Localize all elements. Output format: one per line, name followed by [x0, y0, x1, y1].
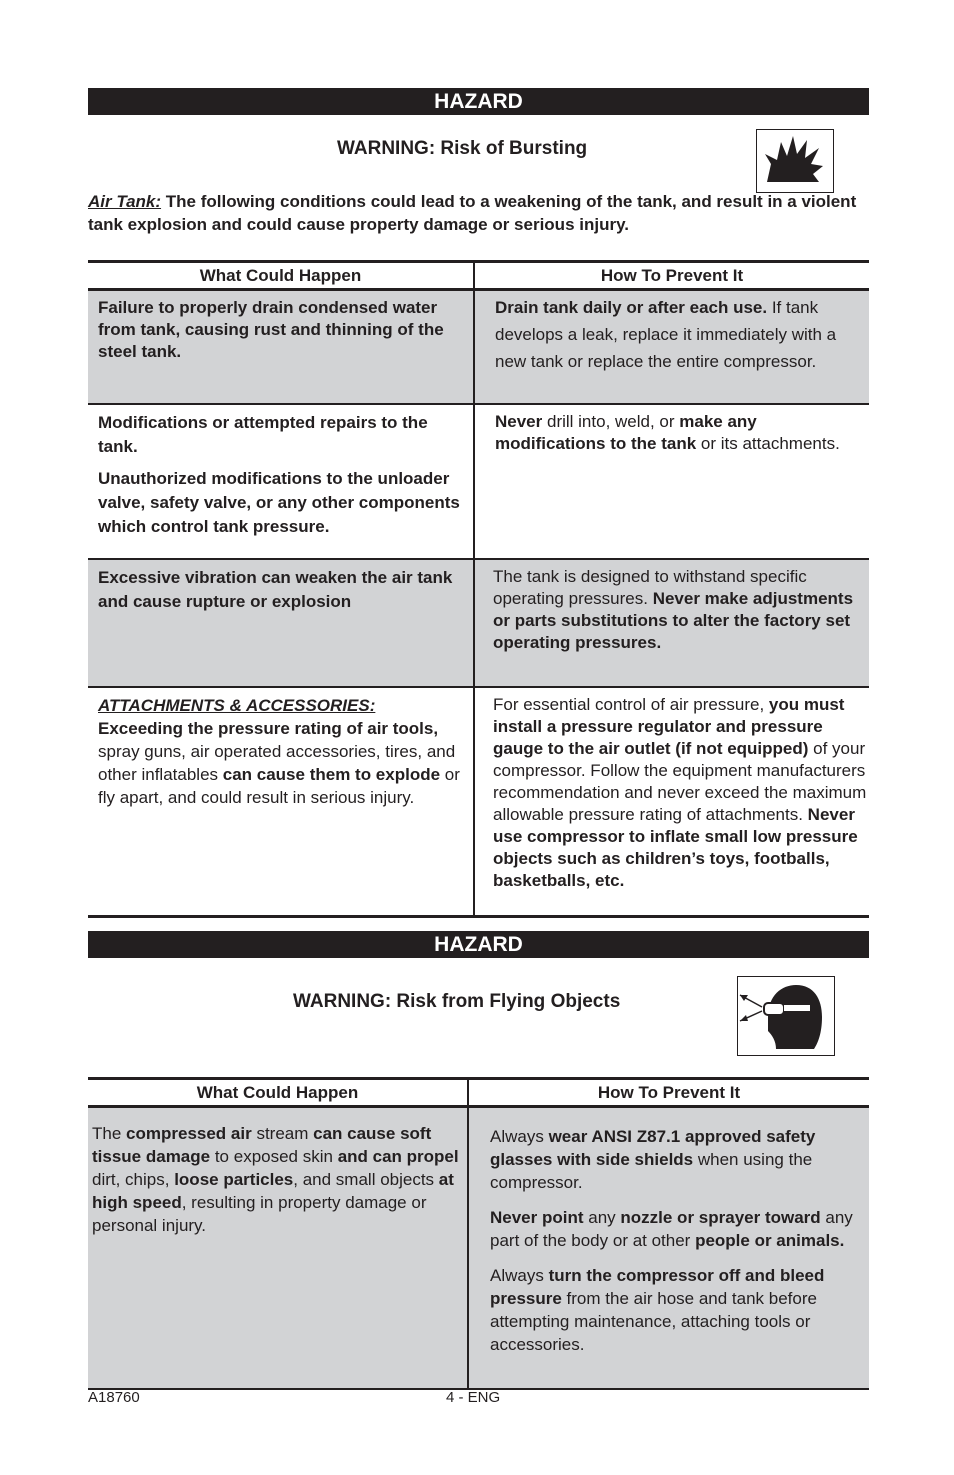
document-number: A18760	[88, 1389, 140, 1406]
happen-cell: Modifications or attempted repairs to the tank. Unauthorized modifications to the unloader valve, safety valve, or any other components which control tank pressure.	[88, 404, 474, 559]
intro-text: The following conditions could lead to a weakening of the tank, and result in a violent tank explosion and could cause property damage or serious injury.	[88, 192, 857, 234]
happen-cell: Failure to properly drain condensed water from tank, causing rust and thinning of the steel tank.	[88, 290, 474, 404]
col-header-how-to-prevent: How To Prevent It	[474, 262, 869, 290]
warning-title-flying-objects: WARNING: Risk from Flying Objects	[293, 991, 621, 1012]
safety-glasses-head-icon	[737, 976, 835, 1056]
prevent-item: Never point any nozzle or sprayer toward any part of the body or at other people or animals.	[490, 1208, 853, 1250]
air-tank-intro	[88, 190, 873, 236]
bursting-hazard-table	[88, 260, 869, 918]
prevent-item: Always turn the compressor off and bleed pressure from the air hose and tank before attempting maintenance, attaching tools or accessories.	[490, 1266, 825, 1354]
flying-objects-hazard-table	[88, 1077, 869, 1390]
prevent-item: Always wear ANSI Z87.1 approved safety glasses with side shields when using the compressor.	[490, 1127, 816, 1192]
happen-cell: The compressed air stream can cause soft tissue damage to exposed skin and can propel dirt, chips, loose particles, and small objects at high speed, resulting in property damage or personal injury.	[88, 1107, 468, 1389]
hazard-banner: HAZARD	[88, 931, 869, 958]
prevent-cell	[468, 1107, 869, 1389]
col-header-what-could-happen: What Could Happen	[88, 1079, 468, 1107]
happen-cell: Excessive vibration can weaken the air tank and cause rupture or explosion	[88, 559, 474, 687]
table-row	[88, 1107, 869, 1389]
col-header-how-to-prevent: How To Prevent It	[468, 1079, 869, 1107]
table-row	[88, 559, 869, 687]
table-row	[88, 687, 869, 917]
prevent-cell: The tank is designed to withstand specific operating pressures. Never make adjustments or parts substitutions to alter the factory set operating pressures.	[474, 559, 869, 687]
prevent-cell: Drain tank daily or after each use. If tank develops a leak, replace it immediately with a new tank or replace the entire compressor.	[474, 290, 869, 404]
prevent-cell: Never drill into, weld, or make any modifications to the tank or its attachments.	[474, 404, 869, 559]
prevent-cell: For essential control of air pressure, you must install a pressure regulator and pressure gauge to the air outlet (if not equipped) of your compressor. Follow the equipment manufacturers recommendation and never exceed the maximum allowable pressure rating of attachments. Never use compressor to inflate small low pressure objects such as children’s toys, footballs, basketballs, etc.	[474, 687, 869, 917]
intro-lead: Air Tank:	[88, 192, 162, 211]
table-row	[88, 290, 869, 404]
warning-title-bursting: WARNING: Risk of Bursting	[337, 138, 588, 159]
col-header-what-could-happen: What Could Happen	[88, 262, 474, 290]
table-row	[88, 404, 869, 559]
happen-cell: ATTACHMENTS & ACCESSORIES: Exceeding the pressure rating of air tools, spray guns, air operated accessories, tires, and other inflatables can cause them to explode or fly apart, and could result in serious injury.	[88, 687, 474, 917]
explosion-icon	[756, 129, 834, 193]
attachments-heading: ATTACHMENTS & ACCESSORIES:	[98, 695, 376, 715]
hazard-banner: HAZARD	[88, 88, 869, 115]
page-number: 4 - ENG	[446, 1389, 501, 1406]
